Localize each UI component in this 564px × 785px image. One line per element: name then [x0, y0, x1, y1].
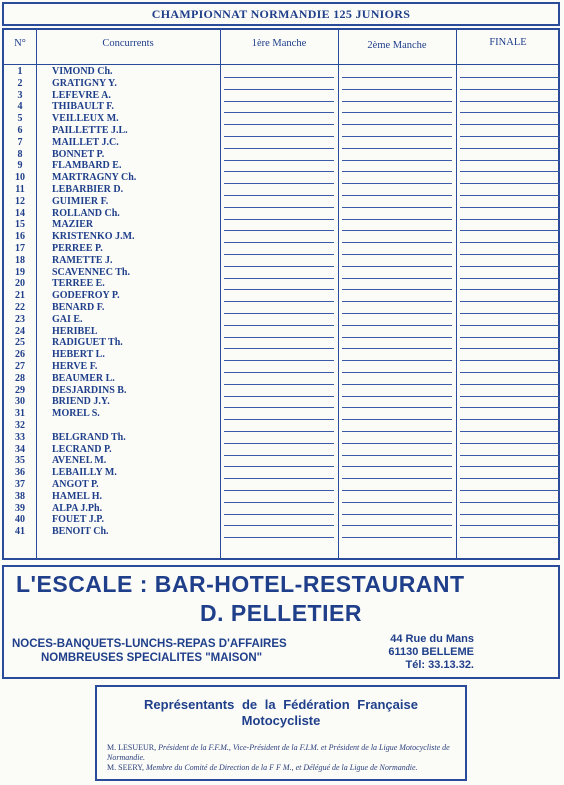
competitor-name: MARTRAGNY Ch. — [52, 172, 137, 184]
table-row — [4, 491, 558, 503]
competitor-number: 4 — [17, 101, 23, 113]
table-row — [4, 267, 558, 279]
competitor-number: 25 — [15, 337, 25, 349]
competitor-number: 11 — [15, 184, 25, 195]
header-divider — [4, 64, 558, 65]
competitor-name: HAMEL H. — [52, 490, 103, 502]
result-blank-line — [342, 537, 452, 538]
competitor-name: HERVE F. — [52, 361, 98, 372]
representative-1 — [107, 743, 455, 762]
competitor-number: 34 — [15, 443, 25, 455]
competitor-name: GUIMIER F. — [52, 195, 109, 207]
competitor-number: 29 — [15, 384, 25, 396]
competitor-name: THIBAULT F. — [52, 101, 114, 113]
table-row — [4, 196, 558, 208]
representative-role: Membre du Comité de Direction de la F F M., et Délégué de la Ligue de Normandie. — [145, 763, 418, 772]
competitor-name: RAMETTE J. — [52, 254, 113, 266]
competitor-number: 6 — [17, 125, 23, 136]
competitor-name: MAZIER — [52, 219, 94, 231]
table-row — [4, 172, 558, 184]
table-row — [4, 66, 558, 78]
header-finale: FINALE — [489, 37, 527, 48]
competitor-number: 7 — [17, 136, 23, 148]
header-manche-2: 2ème Manche — [367, 40, 427, 51]
federation-title-line: Motocycliste — [241, 713, 321, 728]
table-row — [4, 361, 558, 373]
table-row — [4, 255, 558, 267]
table-row — [4, 231, 558, 243]
competitor-number: 23 — [15, 313, 25, 325]
competitor-number: 24 — [15, 325, 25, 337]
ad-services — [12, 637, 287, 665]
competitor-name: VEILLEUX M. — [52, 113, 119, 125]
ad-services-line: NOMBREUSES SPECIALITES "MAISON" — [41, 652, 263, 664]
competitor-name: FLAMBARD E. — [52, 160, 122, 172]
competitor-number: 31 — [15, 408, 25, 420]
competitor-name: BEAUMER L. — [52, 372, 115, 384]
competitor-number: 41 — [15, 526, 25, 538]
table-row — [4, 479, 558, 491]
competitor-number: 26 — [15, 349, 25, 361]
table-row — [4, 385, 558, 397]
table-row — [4, 78, 558, 90]
table-row — [4, 208, 558, 220]
representative-2 — [107, 763, 455, 773]
table-row — [4, 243, 558, 255]
competitor-name: HEBERT L. — [52, 349, 105, 361]
competitor-name: TERREE E. — [52, 278, 105, 290]
header-concurrents: Concurrents — [102, 38, 154, 49]
representative-name: M. LESUEUR, — [107, 743, 157, 752]
federation-title — [97, 697, 465, 729]
competitor-name: FOUET J.P. — [52, 514, 104, 526]
table-row — [4, 503, 558, 515]
table-row — [4, 337, 558, 349]
competitor-number: 21 — [15, 290, 25, 302]
competitor-name: PERREE P. — [52, 243, 103, 254]
ad-headline: L'ESCALE : BAR-HOTEL-RESTAURANT — [16, 571, 465, 597]
header-number: N° — [14, 38, 26, 49]
competitor-number: 18 — [15, 254, 25, 266]
competitor-name: LEBARBIER D. — [52, 184, 124, 195]
table-row — [4, 467, 558, 479]
federation-box — [95, 685, 467, 781]
competitor-number: 33 — [15, 431, 25, 443]
competitor-number: 8 — [17, 148, 23, 160]
table-row — [4, 90, 558, 102]
competitor-number: 40 — [15, 514, 25, 526]
ad-street: 44 Rue du Mans — [390, 633, 474, 645]
table-row — [4, 101, 558, 113]
competitor-number: 15 — [15, 219, 25, 231]
competitor-number: 38 — [15, 490, 25, 502]
competitor-number: 19 — [15, 266, 25, 278]
competitor-number: 32 — [15, 420, 25, 431]
table-row — [4, 408, 558, 420]
table-row — [4, 514, 558, 526]
competitor-name: KRISTENKO J.M. — [52, 231, 135, 243]
competitor-number: 22 — [15, 302, 25, 313]
federation-title-line: Représentants de la Fédération Française — [144, 697, 418, 712]
table-row — [4, 526, 558, 538]
table-row — [4, 149, 558, 161]
competitor-number: 36 — [15, 467, 25, 479]
ad-address — [364, 633, 474, 672]
competitor-number: 35 — [15, 455, 25, 467]
competitor-name: SCAVENNEC Th. — [52, 266, 130, 278]
competitor-name: BELGRAND Th. — [52, 431, 126, 443]
competitor-number: 37 — [15, 479, 25, 490]
competitor-number: 3 — [17, 89, 23, 101]
results-table — [2, 28, 560, 560]
competitor-number: 12 — [15, 195, 25, 207]
table-row — [4, 160, 558, 172]
table-row — [4, 290, 558, 302]
result-blank-line — [224, 537, 334, 538]
ad-owner: D. PELLETIER — [200, 600, 362, 626]
ad-phone: Tél: 33.13.32. — [405, 659, 474, 671]
header-manche-1: 1ère Manche — [251, 38, 307, 49]
ad-city: 61130 BELLEME — [388, 646, 474, 658]
table-row — [4, 432, 558, 444]
competitor-name: ALPA J.Ph. — [52, 502, 103, 514]
competitor-number: 16 — [15, 231, 25, 243]
competitor-number: 1 — [17, 66, 23, 77]
table-row — [4, 184, 558, 196]
table-row — [4, 219, 558, 231]
competitor-name: PAILLETTE J.L. — [52, 125, 128, 136]
competitor-name: ROLLAND Ch. — [52, 207, 120, 219]
competitor-name: GRATIGNY Y. — [52, 77, 117, 89]
ad-services-line: NOCES-BANQUETS-LUNCHS-REPAS D'AFFAIRES — [12, 638, 287, 650]
competitor-name: HERIBEL — [52, 325, 98, 337]
table-row — [4, 455, 558, 467]
competitor-name: RADIGUET Th. — [52, 337, 123, 349]
competitor-name: MAILLET J.C. — [52, 136, 119, 148]
competitor-number: 28 — [15, 372, 25, 384]
competitor-name: VIMOND Ch. — [52, 66, 113, 77]
table-row — [4, 113, 558, 125]
championship-title: CHAMPIONNAT NORMANDIE 125 JUNIORS — [2, 2, 560, 26]
competitor-number: 10 — [15, 172, 25, 184]
competitor-name: DESJARDINS B. — [52, 384, 127, 396]
competitor-number: 17 — [15, 243, 25, 254]
competitor-name: AVENEL M. — [52, 455, 107, 467]
table-row — [4, 373, 558, 385]
table-row — [4, 314, 558, 326]
competitor-name: BRIEND J.Y. — [52, 396, 110, 408]
table-row — [4, 396, 558, 408]
competitor-number: 9 — [17, 160, 23, 172]
competitor-number: 14 — [15, 207, 25, 219]
advertisement — [2, 565, 560, 679]
result-blank-line — [460, 537, 560, 538]
competitor-name: BENOIT Ch. — [52, 526, 109, 538]
competitor-name: MOREL S. — [52, 408, 100, 420]
competitor-name: GODEFROY P. — [52, 290, 120, 302]
competitor-name: BONNET P. — [52, 148, 105, 160]
competitor-name: LEBAILLY M. — [52, 467, 117, 479]
table-row — [4, 349, 558, 361]
competitor-number: 30 — [15, 396, 25, 408]
competitor-number: 20 — [15, 278, 25, 290]
table-row — [4, 302, 558, 314]
competitor-name: LECRAND P. — [52, 443, 112, 455]
competitor-name: BENARD F. — [52, 302, 105, 313]
table-row — [4, 420, 558, 432]
competitor-number: 5 — [17, 113, 23, 125]
table-row — [4, 125, 558, 137]
table-row — [4, 444, 558, 456]
table-row — [4, 326, 558, 338]
representative-role: Président de la F.F.M., Vice-Président de la F.I.M. et Président de la Ligue Motocycliste de Normandie. — [107, 743, 450, 762]
competitor-name: LEFEVRE A. — [52, 89, 111, 101]
table-row — [4, 278, 558, 290]
representative-name: M. SEERY, — [107, 763, 144, 772]
table-row — [4, 137, 558, 149]
competitor-number: 39 — [15, 502, 25, 514]
competitor-number: 27 — [15, 361, 25, 372]
competitor-name: GAI E. — [52, 313, 83, 325]
competitor-name: ANGOT P. — [52, 479, 99, 490]
competitor-number: 2 — [17, 77, 23, 89]
